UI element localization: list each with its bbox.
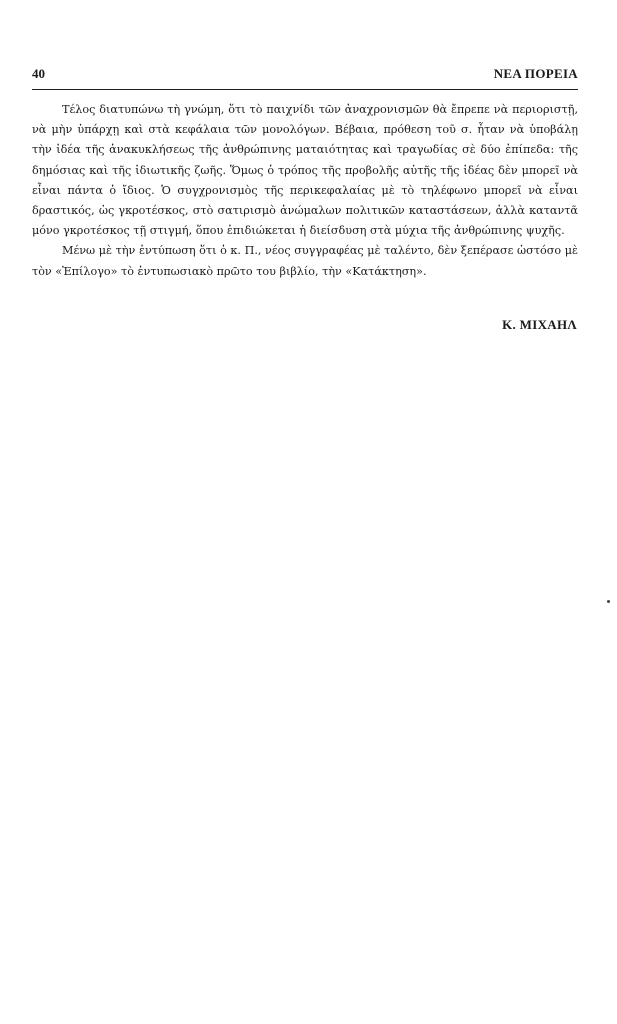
- page-number: 40: [32, 66, 45, 81]
- header-rule: [32, 89, 578, 90]
- scan-speck: [607, 600, 610, 603]
- running-title: ΝΕΑ ΠΟΡΕΙΑ: [493, 66, 578, 81]
- page-header: [32, 64, 578, 84]
- body-paragraph: Μένω μὲ τὴν ἐντύπωση ὅτι ὁ κ. Π., νέος συγγραφέας μὲ ταλέντο, δὲν ξεπέρασε ὡστόσο μὲ τὸν «Ἐπίλογο» τὸ ἐντυπωσιακὸ πρῶτο του βιβλίο, τὴν «Κατάκτηση».: [32, 244, 578, 278]
- author-signature: Κ. ΜΙΧΑΗΛ: [502, 317, 577, 332]
- body-paragraph: Τέλος διατυπώνω τὴ γνώμη, ὅτι τὸ παιχνίδι τῶν ἀναχρονισμῶν θὰ ἔπρεπε νὰ περιοριστῇ, νὰ μὴν ὑπάρχῃ καὶ στὰ κεφάλαια τῶν μονολόγων. Βέβαια, πρόθεση τοῦ σ. ἦταν νὰ ὑποβάλῃ τὴν ἰδέα τῆς ἀνακυκλήσεως τῆς ἀνθρώπινης ματαιότητας καὶ τραγωδίας σὲ δύο ἐπίπεδα: τῆς δημόσιας καὶ τῆς ἰδιωτικῆς ζωῆς. Ὅμως ὁ τρόπος τῆς προβολῆς αὐτῆς τῆς ἰδέας δὲν μπορεῖ νὰ εἶναι πάντα ὁ ἴδιος. Ὁ συγχρονισμὸς τῆς περικεφαλαίας μὲ τὸ τηλέφωνο μπορεῖ νὰ εἶναι δραστικός, ὡς γκροτέσκος, στὸ σατιρισμὸ ἀνώμαλων πολιτικῶν καταστάσεων, ἀλλὰ καταντᾶ μόνο γκροτέσκος τῇ στιγμή, ὅπου ἐπιδιώκεται ἡ διείσδυση στὰ μύχια τῆς ἀνθρώπινης ψυχῆς.: [32, 103, 578, 238]
- article-body: [32, 100, 578, 282]
